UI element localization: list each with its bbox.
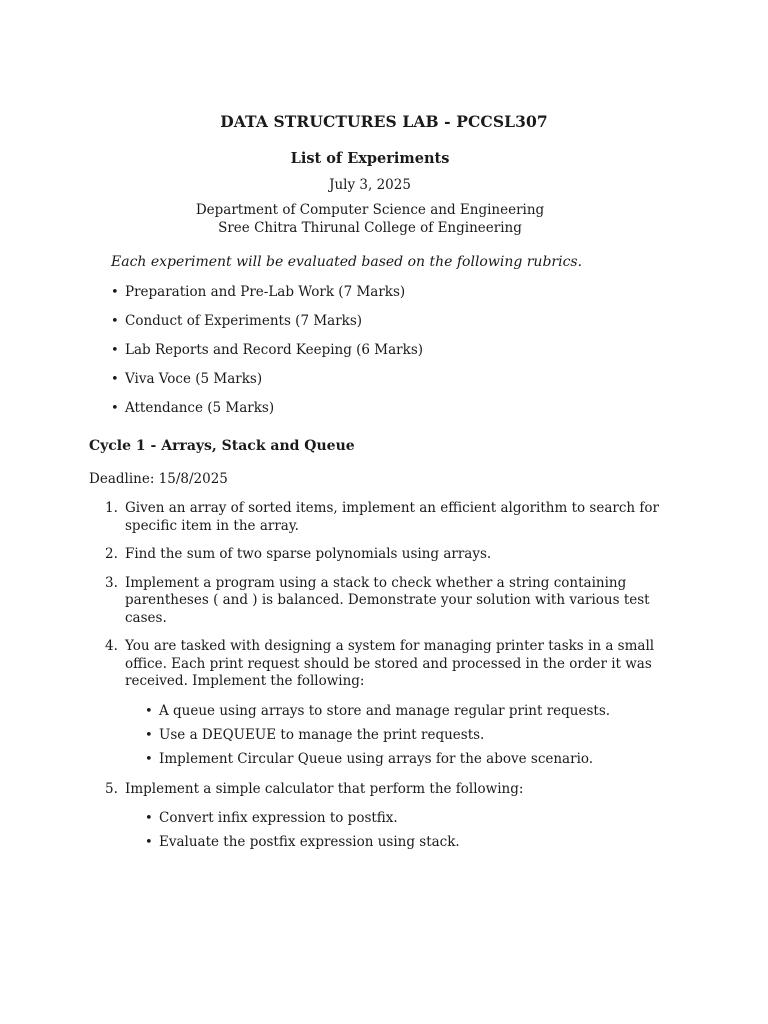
list-item (109, 400, 423, 429)
sub-item-text: A queue using arrays to store and manage regular print requests. (159, 702, 611, 719)
document-date: July 3, 2025 (329, 177, 411, 193)
experiment-number: 4. (105, 638, 118, 654)
list-item (143, 834, 659, 851)
sub-list (143, 810, 659, 851)
rubric-label: Preparation and Pre-Lab Work (7 Marks) (125, 284, 406, 300)
bullet-icon: • (145, 727, 153, 743)
bullet-icon: • (145, 811, 153, 826)
rubric-label: Viva Voce (5 Marks) (125, 371, 263, 387)
experiment-number: 1. (105, 500, 118, 516)
bullet-icon: • (111, 372, 119, 387)
experiment-text: Find the sum of two sparse polynomials using arrays. (125, 546, 492, 562)
deadline: Deadline: 15/8/2025 (89, 471, 228, 487)
affiliation (0, 202, 740, 237)
bullet-icon: • (111, 285, 119, 300)
experiment-item (89, 500, 659, 535)
list-item (109, 313, 423, 342)
experiment-text: Implement a program using a stack to check whether a string containing parentheses ( and ) is balanced. Demonstrate your solution with various test cases. (125, 574, 650, 626)
experiment-text: Implement a simple calculator that perform the following: (125, 780, 524, 797)
bullet-icon: • (145, 835, 153, 850)
bullet-icon: • (145, 703, 153, 719)
experiment-number: 3. (105, 574, 118, 591)
experiment-number: 5. (105, 780, 118, 797)
sub-item-text: Convert infix expression to postfix. (159, 810, 398, 826)
bullet-icon: • (111, 343, 119, 358)
rubrics-intro: Each experiment will be evaluated based on the following rubrics. (111, 254, 583, 270)
document-subtitle: List of Experiments (290, 150, 450, 167)
experiment-list (89, 500, 659, 851)
list-item (143, 727, 659, 744)
experiment-item (89, 638, 659, 768)
college-line: Sree Chitra Thirunal College of Engineering (218, 219, 522, 236)
department-line: Department of Computer Science and Engineering (195, 202, 545, 218)
experiment-item (89, 575, 659, 628)
document-title: DATA STRUCTURES LAB - PCCSL307 (220, 112, 548, 131)
experiment-text: Given an array of sorted items, implement an efficient algorithm to search for specific item in the array. (125, 500, 659, 534)
list-item (109, 371, 423, 400)
bullet-icon: • (111, 314, 119, 329)
rubric-label: Conduct of Experiments (7 Marks) (125, 313, 363, 329)
experiment-item (89, 781, 659, 852)
list-item (143, 751, 659, 768)
sub-list (143, 703, 659, 768)
rubrics-list (109, 284, 423, 429)
experiment-number: 2. (105, 546, 118, 562)
sub-item-text: Use a DEQUEUE to manage the print requests. (159, 726, 485, 743)
rubric-label: Attendance (5 Marks) (125, 400, 275, 416)
bullet-icon: • (145, 751, 153, 767)
cycle-heading: Cycle 1 - Arrays, Stack and Queue (89, 438, 355, 454)
list-item (109, 284, 423, 313)
experiment-item (89, 546, 659, 564)
list-item (143, 810, 659, 827)
rubric-label: Lab Reports and Record Keeping (6 Marks) (125, 342, 424, 358)
sub-item-text: Implement Circular Queue using arrays for the above scenario. (159, 750, 594, 767)
bullet-icon: • (111, 401, 119, 416)
list-item (109, 342, 423, 371)
experiment-text: You are tasked with designing a system for managing printer tasks in a small office. Each print request should be stored and processed in the order it was received. Implement the following: (125, 638, 655, 689)
sub-item-text: Evaluate the postfix expression using stack. (159, 834, 460, 850)
list-item (143, 703, 659, 720)
